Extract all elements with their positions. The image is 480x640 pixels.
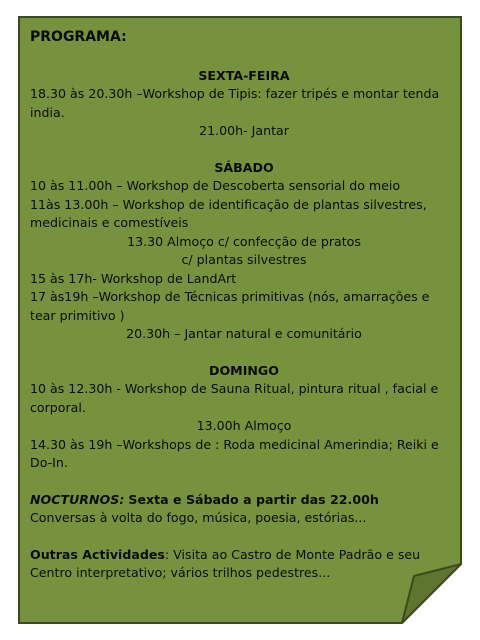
sunday-item: 14.30 às 19h –Workshops de : Roda medicinal Amerindia; Reiki e Do-In.: [30, 436, 439, 470]
nocturnos-text: Conversas à volta do fogo, música, poesia, estórias...: [30, 510, 367, 525]
nocturnos-label: NOCTURNOS:: [30, 491, 125, 507]
sunday-item: 13.00h Almoço: [196, 418, 292, 433]
saturday-item: 15 às 17h- Workshop de LandArt: [30, 270, 237, 286]
outras-label: Outras Actividades: [30, 546, 165, 562]
saturday-item: c/ plantas silvestres: [181, 252, 307, 267]
friday-heading: SEXTA-FEIRA: [198, 67, 290, 83]
saturday-item: 10 às 11.00h – Workshop de Descoberta sensorial do meio: [30, 178, 401, 193]
nocturnos-schedule: Sexta e Sábado a partir das 22.00h: [128, 491, 379, 507]
saturday-item: 20.30h – Jantar natural e comunitário: [126, 326, 362, 341]
saturday-item: 13.30 Almoço c/ confecção de pratos: [127, 233, 361, 249]
sunday-heading: DOMINGO: [209, 362, 279, 378]
outras-line: [30, 546, 458, 583]
friday-item: 18.30 às 20.30h –Workshop de Tipis: fazer tripés e montar tenda india.: [30, 86, 440, 120]
program-title: PROGRAMA:: [30, 29, 127, 45]
outras-text: : Visita ao Castro de Monte Padrão e seu Centro interpretativo; vários trilhos pedestres...: [30, 546, 421, 580]
program-content: [30, 28, 458, 583]
saturday-heading: SÁBADO: [214, 159, 274, 175]
saturday-item: 11às 13.00h – Workshop de identificação de plantas silvestres, medicinais e comestíveis: [30, 196, 427, 230]
saturday-item: 17 às19h –Workshop de Técnicas primitivas (nós, amarrações e tear primitivo ): [30, 289, 430, 323]
sunday-item: 10 às 12.30h - Workshop de Sauna Ritual, pintura ritual , facial e corporal.: [30, 381, 439, 415]
nocturnos-line: [30, 491, 458, 510]
program-note: [18, 16, 462, 624]
friday-item: 21.00h- Jantar: [199, 123, 289, 138]
